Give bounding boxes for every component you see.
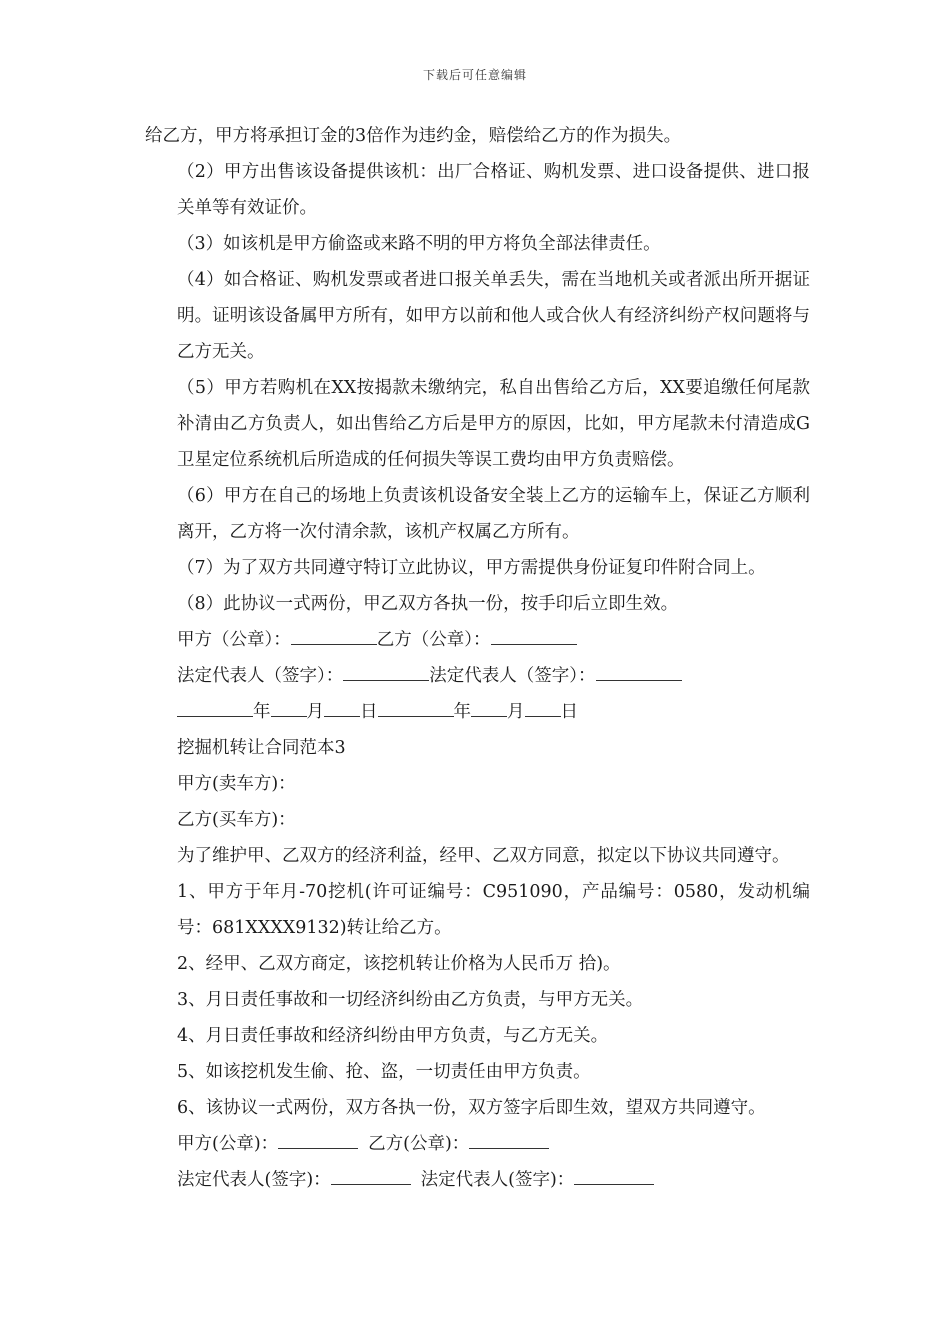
sample3-party-a-label: 甲方(公章)： [177,1134,279,1154]
item-1: 1、甲方于年月-70挖机(许可证编号：C951090，产品编号：0580，发动机编号：681XXXX9132)转让给乙方。 [177,882,810,938]
clause-2: （2）甲方出售该设备提供该机：出厂合格证、购机发票、进口设备提供、进口报关单等有效证价。 [177,162,810,218]
month-label: 月 [306,702,324,722]
page-header: 下载后可任意编辑 [422,68,527,82]
date-a-month-blank[interactable] [271,694,307,717]
clause-8: （8）此协议一式两份，甲乙双方各执一份，按手印后立即生效。 [177,594,679,614]
sample3-rep-a-label: 法定代表人(签字)： [177,1170,331,1190]
sample3-rep-line [145,1162,810,1198]
intro-paragraph: 为了维护甲、乙双方的经济利益，经甲、乙双方同意，拟定以下协议共同遵守。 [177,846,790,866]
rep-b-label: 法定代表人（签字）： [429,666,596,686]
date-a-year-blank[interactable] [177,694,253,717]
party-b-seal-blank[interactable] [491,622,577,645]
month-label-2: 月 [507,702,525,722]
clause-3: （3）如该机是甲方偷盗或来路不明的甲方将负全部法律责任。 [177,234,661,254]
sample3-title: 挖掘机转让合同范本3 [177,738,346,758]
rep-a-blank[interactable] [343,658,429,681]
date-b-month-blank[interactable] [471,694,507,717]
date-b-day-blank[interactable] [525,694,561,717]
year-label: 年 [253,702,271,722]
rep-b-blank[interactable] [596,658,682,681]
signature-rep-line [145,658,810,694]
year-label-2: 年 [453,702,471,722]
sample3-party-a-blank[interactable] [278,1126,358,1149]
clause-6: （6）甲方在自己的场地上负责该机设备安全装上乙方的运输车上，保证乙方顺利离开，乙方将一次付清余款，该机产权属乙方所有。 [177,486,810,542]
sample3-rep-b-blank[interactable] [574,1162,654,1185]
sample3-party-b-label: 乙方(公章)： [368,1134,470,1154]
item-3: 3、月日责任事故和一切经济纠纷由乙方负责，与甲方无关。 [177,990,644,1010]
item-5: 5、如该挖机发生偷、抢、盗，一切责任由甲方负责。 [177,1062,591,1082]
item-6: 6、该协议一式两份，双方各执一份，双方签字后即生效，望双方共同遵守。 [177,1098,766,1118]
document-body [145,118,810,1198]
day-label-2: 日 [560,702,578,722]
clause-7: （7）为了双方共同遵守特订立此协议，甲方需提供身份证复印件附合同上。 [177,558,766,578]
signature-seal-line [145,622,810,658]
sample3-rep-b-label: 法定代表人(签字)： [420,1170,575,1190]
party-a-seal-label: 甲方（公章）： [177,630,291,650]
clause-5: （5）甲方若购机在XX按揭款未缴纳完，私自出售给乙方后，XX要追缴任何尾款补清由乙方负责人，如出售给乙方后是甲方的原因，比如，甲方尾款未付清造成G卫星定位系统机后所造成的任何损失等误工费均由甲方负责赔偿。 [177,378,810,470]
buyer-line: 乙方(买车方)： [177,810,296,830]
item-4: 4、月日责任事故和经济纠纷由甲方负责，与乙方无关。 [177,1026,609,1046]
sample3-party-b-blank[interactable] [469,1126,549,1149]
party-b-seal-label: 乙方（公章）： [376,630,491,650]
date-a-day-blank[interactable] [324,694,360,717]
clause-4: （4）如合格证、购机发票或者进口报关单丢失，需在当地机关或者派出所开据证明。证明该设备属甲方所有，如甲方以前和他人或合伙人有经济纠纷产权问题将与乙方无关。 [177,270,810,362]
day-label: 日 [360,702,378,722]
sample3-seal-line [145,1126,810,1162]
rep-a-label: 法定代表人（签字）： [177,666,344,686]
date-b-year-blank[interactable] [378,694,454,717]
party-a-seal-blank[interactable] [291,622,377,645]
sample3-rep-a-blank[interactable] [331,1162,411,1185]
item-2: 2、经甲、乙双方商定，该挖机转让价格为人民币万 拾)。 [177,954,621,974]
date-line [145,694,810,730]
seller-line: 甲方(卖车方)： [177,774,296,794]
clause-continuation: 给乙方，甲方将承担订金的3倍作为违约金，赔偿给乙方的作为损失。 [145,126,682,146]
